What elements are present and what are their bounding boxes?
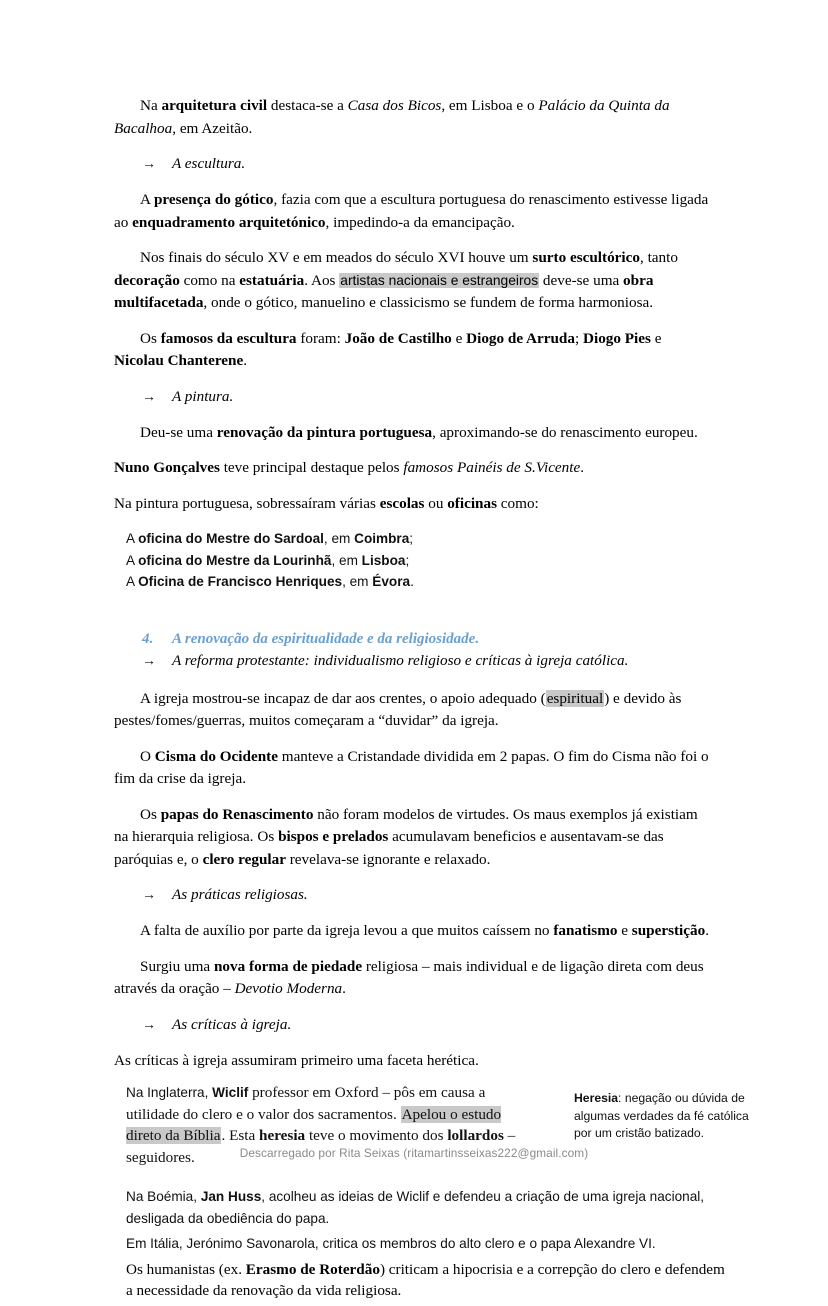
bold-run: clero regular <box>202 850 286 868</box>
paragraph-famosos-escultura <box>114 328 714 373</box>
paragraph-falta-auxilio <box>114 920 714 943</box>
bold-run: bispos e prelados <box>278 828 389 845</box>
paragraph-jan-huss <box>114 1186 734 1229</box>
bold-run: decoração <box>114 271 180 289</box>
text-run: A igreja mostrou-se incapaz de dar aos crentes, o apoio adequado ( <box>140 689 546 707</box>
bold-run: famosos da escultura <box>160 329 297 347</box>
text-run: Nos finais do século XV e em meados do século XVI houve um <box>140 249 533 266</box>
text-run: e <box>650 329 662 347</box>
text-run: como na <box>179 271 240 289</box>
text-run: e <box>617 922 632 939</box>
text-run: revelava-se ignorante e relaxado. <box>285 850 491 868</box>
bold-run: obra multifacetada <box>114 271 654 311</box>
italic-run: Devotio Moderna <box>234 980 343 997</box>
text-run: manteve a Cristandade dividida em 2 papas. O fim do Cisma não foi o fim da crise da igreja. <box>114 747 709 787</box>
aside-note-heresia <box>574 1090 750 1143</box>
bold-run: Erasmo de Roterdão <box>245 1260 380 1278</box>
bold-run: arquitetura civil <box>161 97 268 114</box>
text-run: , aproximando-se do renascimento europeu. <box>432 423 698 441</box>
text-run: Deu-se uma <box>140 423 217 441</box>
text-run: As críticas à igreja assumiram primeiro uma faceta herética. <box>114 1051 479 1069</box>
text-run: Os humanistas (ex. <box>126 1260 246 1278</box>
text-run: , em <box>331 552 362 568</box>
paragraph-savonarola <box>114 1233 734 1255</box>
list-oficinas <box>114 528 714 593</box>
text-run: ) criticam a hipocrisia e a correpção do clero e defendem a necessidade da renovação da vida religiosa. <box>126 1260 725 1299</box>
subheading-label: A pintura. <box>172 387 234 405</box>
paragraph-cisma-ocidente <box>114 746 714 791</box>
bold-run: Nicolau Chanterene <box>114 352 244 369</box>
paragraph-presenca-gotico <box>114 189 714 234</box>
bold-run: presença do gótico <box>153 191 274 208</box>
paragraph-criticas-hereticas <box>114 1050 714 1073</box>
subheading-label: A reforma protestante: individualismo religioso e críticas à igreja católica. <box>172 651 629 669</box>
text-run: ) e devido às pestes/fomes/guerras, muitos começaram a “duvidar” da igreja. <box>114 689 682 729</box>
text-run: acumulavam beneficios e ausentavam-se das paróquias e, o <box>114 828 664 868</box>
text-run: , fazia com que a escultura portuguesa do renascimento estivesse ligada ao <box>114 191 709 231</box>
bold-run: Évora <box>372 574 411 589</box>
text-run: , acolheu as ideias de Wiclif e defendeu a criação de uma igreja nacional, desligada da obediência do papa. <box>126 1189 705 1226</box>
italic-run: famosos Painéis de S.Vicente <box>403 459 581 476</box>
bold-run: Diogo Pies <box>583 329 651 347</box>
section-heading-4 <box>114 629 714 649</box>
text-run: e <box>451 329 467 347</box>
list-item <box>126 571 714 593</box>
text-run: , em Azeitão. <box>172 119 253 137</box>
arrow-right-icon: → <box>142 888 156 903</box>
text-run: foram: <box>296 329 345 347</box>
paragraph-escolas-oficinas <box>114 493 714 516</box>
italic-run: Palácio da Quinta da Bacalhoa <box>114 97 670 137</box>
subheading-a-escultura <box>114 153 714 176</box>
bold-run: oficinas <box>447 494 497 512</box>
aside-definition: : negação ou dúvida de algumas verdades da fé católica por um cristão batizado. <box>574 1091 749 1140</box>
bold-run: escolas <box>379 494 425 512</box>
text-run: Os <box>140 329 161 347</box>
text-run: A <box>126 552 139 568</box>
bold-run: Nuno Gonçalves <box>114 459 220 476</box>
paragraph-renovacao-pintura <box>114 422 714 445</box>
text-run: ; <box>405 552 410 568</box>
paragraph-papas-renascimento <box>114 804 714 872</box>
text-run: , em <box>342 574 373 589</box>
text-run: A <box>126 531 139 546</box>
subheading-praticas-religiosas <box>114 884 714 907</box>
list-item <box>126 528 714 550</box>
bold-run: fanatismo <box>553 922 618 939</box>
bold-run: surto escultórico <box>532 249 640 266</box>
highlighted-text-artistas: artistas nacionais e estrangeiros <box>340 272 539 288</box>
text-run: – seguidores. <box>126 1127 516 1166</box>
subheading-a-pintura <box>114 386 714 409</box>
bold-run: oficina do Mestre da Lourinhã <box>138 552 332 568</box>
document-content <box>114 95 749 1306</box>
bold-run: Jan Huss <box>200 1189 262 1204</box>
text-run: Na Boémia, <box>126 1189 201 1204</box>
subheading-label: A escultura. <box>172 155 246 172</box>
section-title: A renovação da espiritualidade e da religiosidade. <box>172 630 480 647</box>
highlighted-text-biblia: Apelou o estudo direto da Bíblia <box>126 1105 502 1144</box>
text-run: . Esta <box>221 1127 260 1144</box>
text-run: Os <box>140 805 161 823</box>
bold-run: enquadramento arquitetónico <box>132 213 326 231</box>
text-run: . <box>243 352 248 369</box>
text-run: Na <box>140 97 162 114</box>
subheading-criticas-igreja <box>114 1014 714 1037</box>
text-run: destaca-se a <box>267 97 348 114</box>
bold-run: papas do Renascimento <box>160 805 314 823</box>
text-run: deve-se uma <box>539 271 624 289</box>
paragraph-igreja-incapaz <box>114 688 714 733</box>
list-item <box>126 550 714 572</box>
text-run: A falta de auxílio por parte da igreja levou a que muitos caíssem no <box>140 922 554 939</box>
paragraph-arquitetura-civil <box>114 95 714 140</box>
bold-run: oficina do Mestre do Sardoal <box>138 531 324 546</box>
paragraph-nuno-goncalves <box>114 457 714 480</box>
arrow-right-icon: → <box>142 157 156 172</box>
text-run: teve principal destaque pelos <box>219 459 404 476</box>
footer-text: Descarregado por Rita Seixas (ritamartinsseixas222@gmail.com) <box>239 1146 589 1160</box>
text-run: não foram modelos de virtudes. Os maus exemplos já existiam na hierarquia religiosa. Os <box>114 805 698 845</box>
text-run: , em Lisboa e o <box>441 97 539 114</box>
text-run: , tanto <box>639 249 678 266</box>
arrow-right-icon: → <box>142 389 156 405</box>
bold-run: Diogo de Arruda <box>466 329 575 347</box>
bold-run: Coimbra <box>354 531 410 546</box>
text-run: A <box>140 191 154 208</box>
section-outros-criticos <box>114 1186 734 1302</box>
paragraph-humanistas <box>114 1259 734 1302</box>
subheading-label: As críticas à igreja. <box>172 1015 292 1033</box>
text-run: . <box>580 459 585 476</box>
bold-run: estatuária <box>239 271 305 289</box>
bold-run: renovação da pintura portuguesa <box>216 423 433 441</box>
bold-run: nova forma de piedade <box>213 957 363 975</box>
text-run: , em <box>323 531 355 546</box>
text-run: ; <box>574 329 584 347</box>
text-run: ; <box>409 531 414 546</box>
arrow-right-icon: → <box>142 1017 156 1033</box>
text-run: teve o movimento dos <box>305 1127 448 1144</box>
text-run: Em Itália, Jerónimo Savonarola, critica os membros do alto clero e o papa Alexandre VI. <box>126 1236 656 1251</box>
bold-run: Wiclif <box>212 1085 249 1100</box>
text-run: Surgiu uma <box>140 957 214 975</box>
section-number: 4. <box>142 630 154 647</box>
bold-run: heresia <box>259 1127 306 1144</box>
aside-term: Heresia <box>574 1091 619 1105</box>
bold-run: João de Castilho <box>344 329 452 347</box>
text-run: professor em Oxford – pôs em causa a utilidade do clero e o valor dos sacramentos. <box>126 1084 486 1123</box>
text-run: A <box>126 574 139 589</box>
text-run: Na Inglaterra, <box>126 1085 213 1100</box>
section-subheading-reforma <box>114 650 714 672</box>
text-run: Na pintura portuguesa, sobressaíram várias <box>114 494 380 512</box>
text-run: religiosa – mais individual e de ligação direta com deus através da oração – <box>114 957 704 997</box>
bold-run: superstição <box>631 922 706 939</box>
text-run: . <box>410 574 414 589</box>
text-run: , impedindo-a da emancipação. <box>325 213 515 231</box>
bold-run: Oficina de Francisco Henriques <box>138 574 343 589</box>
text-run: O <box>140 747 155 765</box>
bold-run: Lisboa <box>361 552 406 568</box>
page-footer <box>0 1146 828 1160</box>
bold-run: Cisma do Ocidente <box>154 747 278 765</box>
highlighted-text-espiritual: espiritual <box>546 689 604 707</box>
arrow-right-icon: → <box>142 653 156 669</box>
text-run: . <box>705 922 709 939</box>
bold-run: lollardos <box>447 1127 504 1144</box>
text-run: . <box>342 980 346 997</box>
paragraph-nova-piedade <box>114 956 714 1001</box>
text-run: como: <box>497 494 539 512</box>
paragraph-surto-escultorico <box>114 247 714 315</box>
subheading-label: As práticas religiosas. <box>172 886 308 903</box>
text-run: ou <box>424 494 448 512</box>
italic-run: Casa dos Bicos <box>347 97 442 114</box>
text-run: , onde o gótico, manuelino e classicismo se fundem de forma harmoniosa. <box>203 294 654 311</box>
text-run: . Aos <box>304 271 340 289</box>
